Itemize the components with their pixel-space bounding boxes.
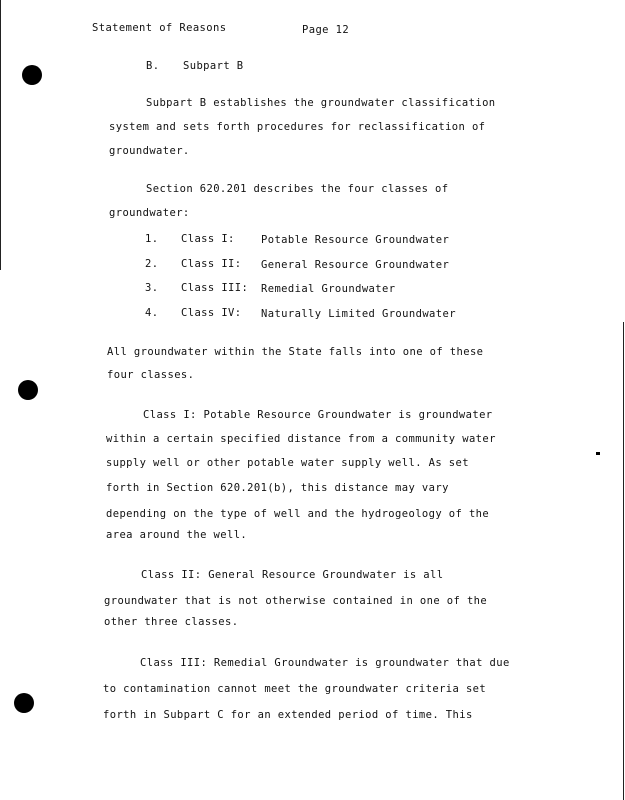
classes-intro-line: Section 620.201 describes the four classes of	[146, 183, 449, 195]
class1-line: Class I: Potable Resource Groundwater is groundwater	[143, 409, 493, 421]
class1-line: supply well or other potable water supply well. As set	[106, 457, 469, 469]
classes-intro-line: groundwater:	[109, 207, 190, 219]
class-list-number: 1.	[145, 233, 159, 245]
class2-line: groundwater that is not otherwise contained in one of the	[104, 595, 488, 607]
section-number: B.	[146, 60, 160, 72]
class-list-desc: Remedial Groundwater	[261, 283, 396, 295]
class3-line: Class III: Remedial Groundwater is groundwater that due	[140, 657, 510, 669]
section-title: Subpart B	[183, 60, 244, 72]
scan-speck	[596, 452, 600, 455]
class1-line: depending on the type of well and the hydrogeology of the	[106, 508, 490, 520]
punch-hole-top	[22, 65, 42, 85]
intro-line: Subpart B establishes the groundwater classification	[146, 97, 496, 109]
intro-line: groundwater.	[109, 145, 190, 157]
intro-line: system and sets forth procedures for reclassification of	[109, 121, 486, 133]
class-list-number: 4.	[145, 307, 159, 319]
class1-line: area around the well.	[106, 529, 248, 541]
scan-edge-left	[0, 0, 1, 270]
class-list-label: Class III:	[181, 282, 249, 294]
all-groundwater-line: All groundwater within the State falls into one of these	[107, 346, 484, 358]
class-list-desc: General Resource Groundwater	[261, 259, 450, 271]
punch-hole-bottom	[14, 693, 34, 713]
class2-line: other three classes.	[104, 616, 239, 628]
class-list-label: Class IV:	[181, 307, 242, 319]
scan-edge-right	[623, 322, 624, 800]
class-list-desc: Naturally Limited Groundwater	[261, 308, 456, 320]
class1-line: forth in Section 620.201(b), this distance may vary	[106, 482, 449, 494]
class-list-label: Class II:	[181, 258, 242, 270]
header-title: Statement of Reasons	[92, 22, 227, 34]
class3-line: forth in Subpart C for an extended period of time. This	[103, 709, 473, 721]
all-groundwater-line: four classes.	[107, 369, 195, 381]
class2-line: Class II: General Resource Groundwater is all	[141, 569, 444, 581]
class-list-number: 2.	[145, 258, 159, 270]
header-page-number: Page 12	[302, 24, 350, 36]
class-list-desc: Potable Resource Groundwater	[261, 234, 450, 246]
class1-line: within a certain specified distance from a community water	[106, 433, 496, 445]
class-list-number: 3.	[145, 282, 159, 294]
class3-line: to contamination cannot meet the groundwater criteria set	[103, 683, 487, 695]
class-list-label: Class I:	[181, 233, 235, 245]
punch-hole-middle	[18, 380, 38, 400]
